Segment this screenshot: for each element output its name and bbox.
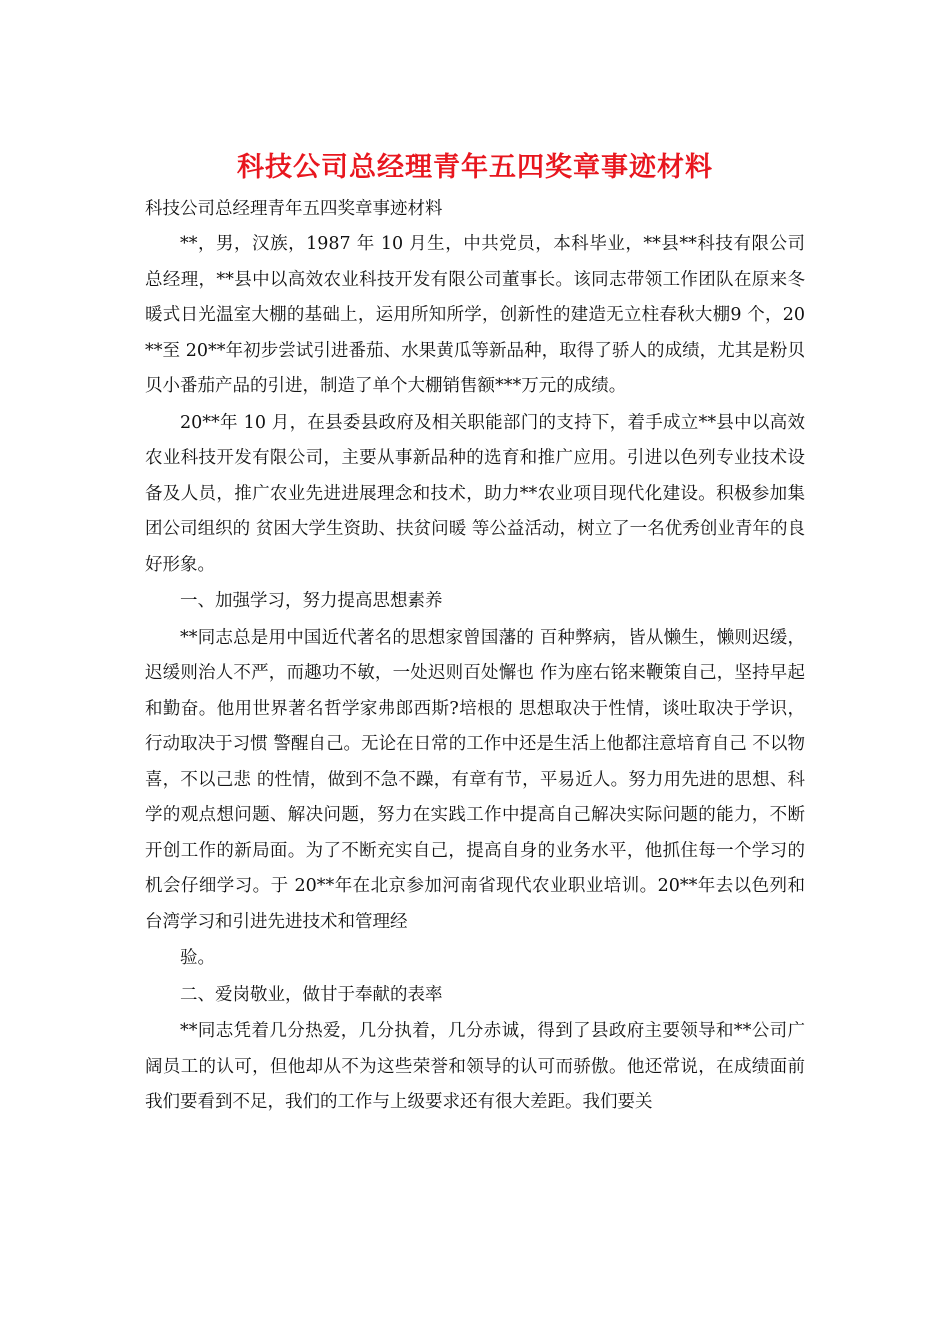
- paragraph-company: 20**年 10 月，在县委县政府及相关职能部门的支持下，着手成立**县中以高效农业科技开发有限公司，主要从事新品种的选育和推广应用。引进以色列专业技术设备及人员，推广农业先进进展理念和技术，助力**农业项目现代化建设。积极参加集团公司组织的 贫困大学生资助、扶贫问暖 等公益活动，树立了一名优秀创业青年的良好形象。: [145, 412, 805, 575]
- section-heading-dedication: 二、爱岗敬业，做甘于奉献的表率: [180, 984, 443, 1005]
- paragraph-dedication: **同志凭着几分热爱，几分执着，几分赤诚，得到了县政府主要领导和**公司广阔员工的认可，但他却从不为这些荣誉和领导的认可而骄傲。他还常说，在成绩面前我们要看到不足，我们的工作与上级要求还有很大差距。我们要关: [145, 1021, 805, 1112]
- paragraph-study: **同志总是用中国近代著名的思想家曾国藩的 百种弊病，皆从懒生，懒则迟缓，迟缓则治人不严，而趣功不敏，一处迟则百处懈也 作为座右铭来鞭策自己，坚持早起和勤奋。他用世界著名哲学家弗郎西斯?培根的 思想取决于性情，谈吐取决于学识，行动取决于习惯 警醒自己。无论在日常的工作中还是生活上他都注意培育自己 不以物喜，不以己悲 的性情，做到不急不躁，有章有节，平易近人。努力用先进的思想、科学的观点想问题、解决问题，努力在实践工作中提高自己解决实际问题的能力，不断开创工作的新局面。为了不断充实自己，提高自身的业务水平，他抓住每一个学习的机会仔细学习。于 20**年在北京参加河南省现代农业职业培训。20**年去以色列和台湾学习和引进先进技术和管理经: [145, 627, 805, 932]
- paragraph-bio: **，男，汉族，1987 年 10 月生，中共党员，本科毕业，**县**科技有限公司总经理，**县中以高效农业科技开发有限公司董事长。该同志带领工作团队在原来冬暖式日光温室大棚的基础上，运用所知所学，创新性的建造无立柱春秋大棚9 个，20**至 20**年初步尝试引进番茄、水果黄瓜等新品种，取得了骄人的成绩，尤其是粉贝贝小番茄产品的引进，制造了单个大棚销售额***万元的成绩。: [145, 234, 805, 396]
- document-subtitle: 科技公司总经理青年五四奖章事迹材料: [145, 199, 443, 219]
- section-heading-study: 一、加强学习，努力提高思想素养: [180, 591, 443, 611]
- document-title: 科技公司总经理青年五四奖章事迹材料: [237, 152, 713, 183]
- document-page: [145, 148, 805, 1122]
- paragraph-fragment: 验。: [180, 948, 215, 968]
